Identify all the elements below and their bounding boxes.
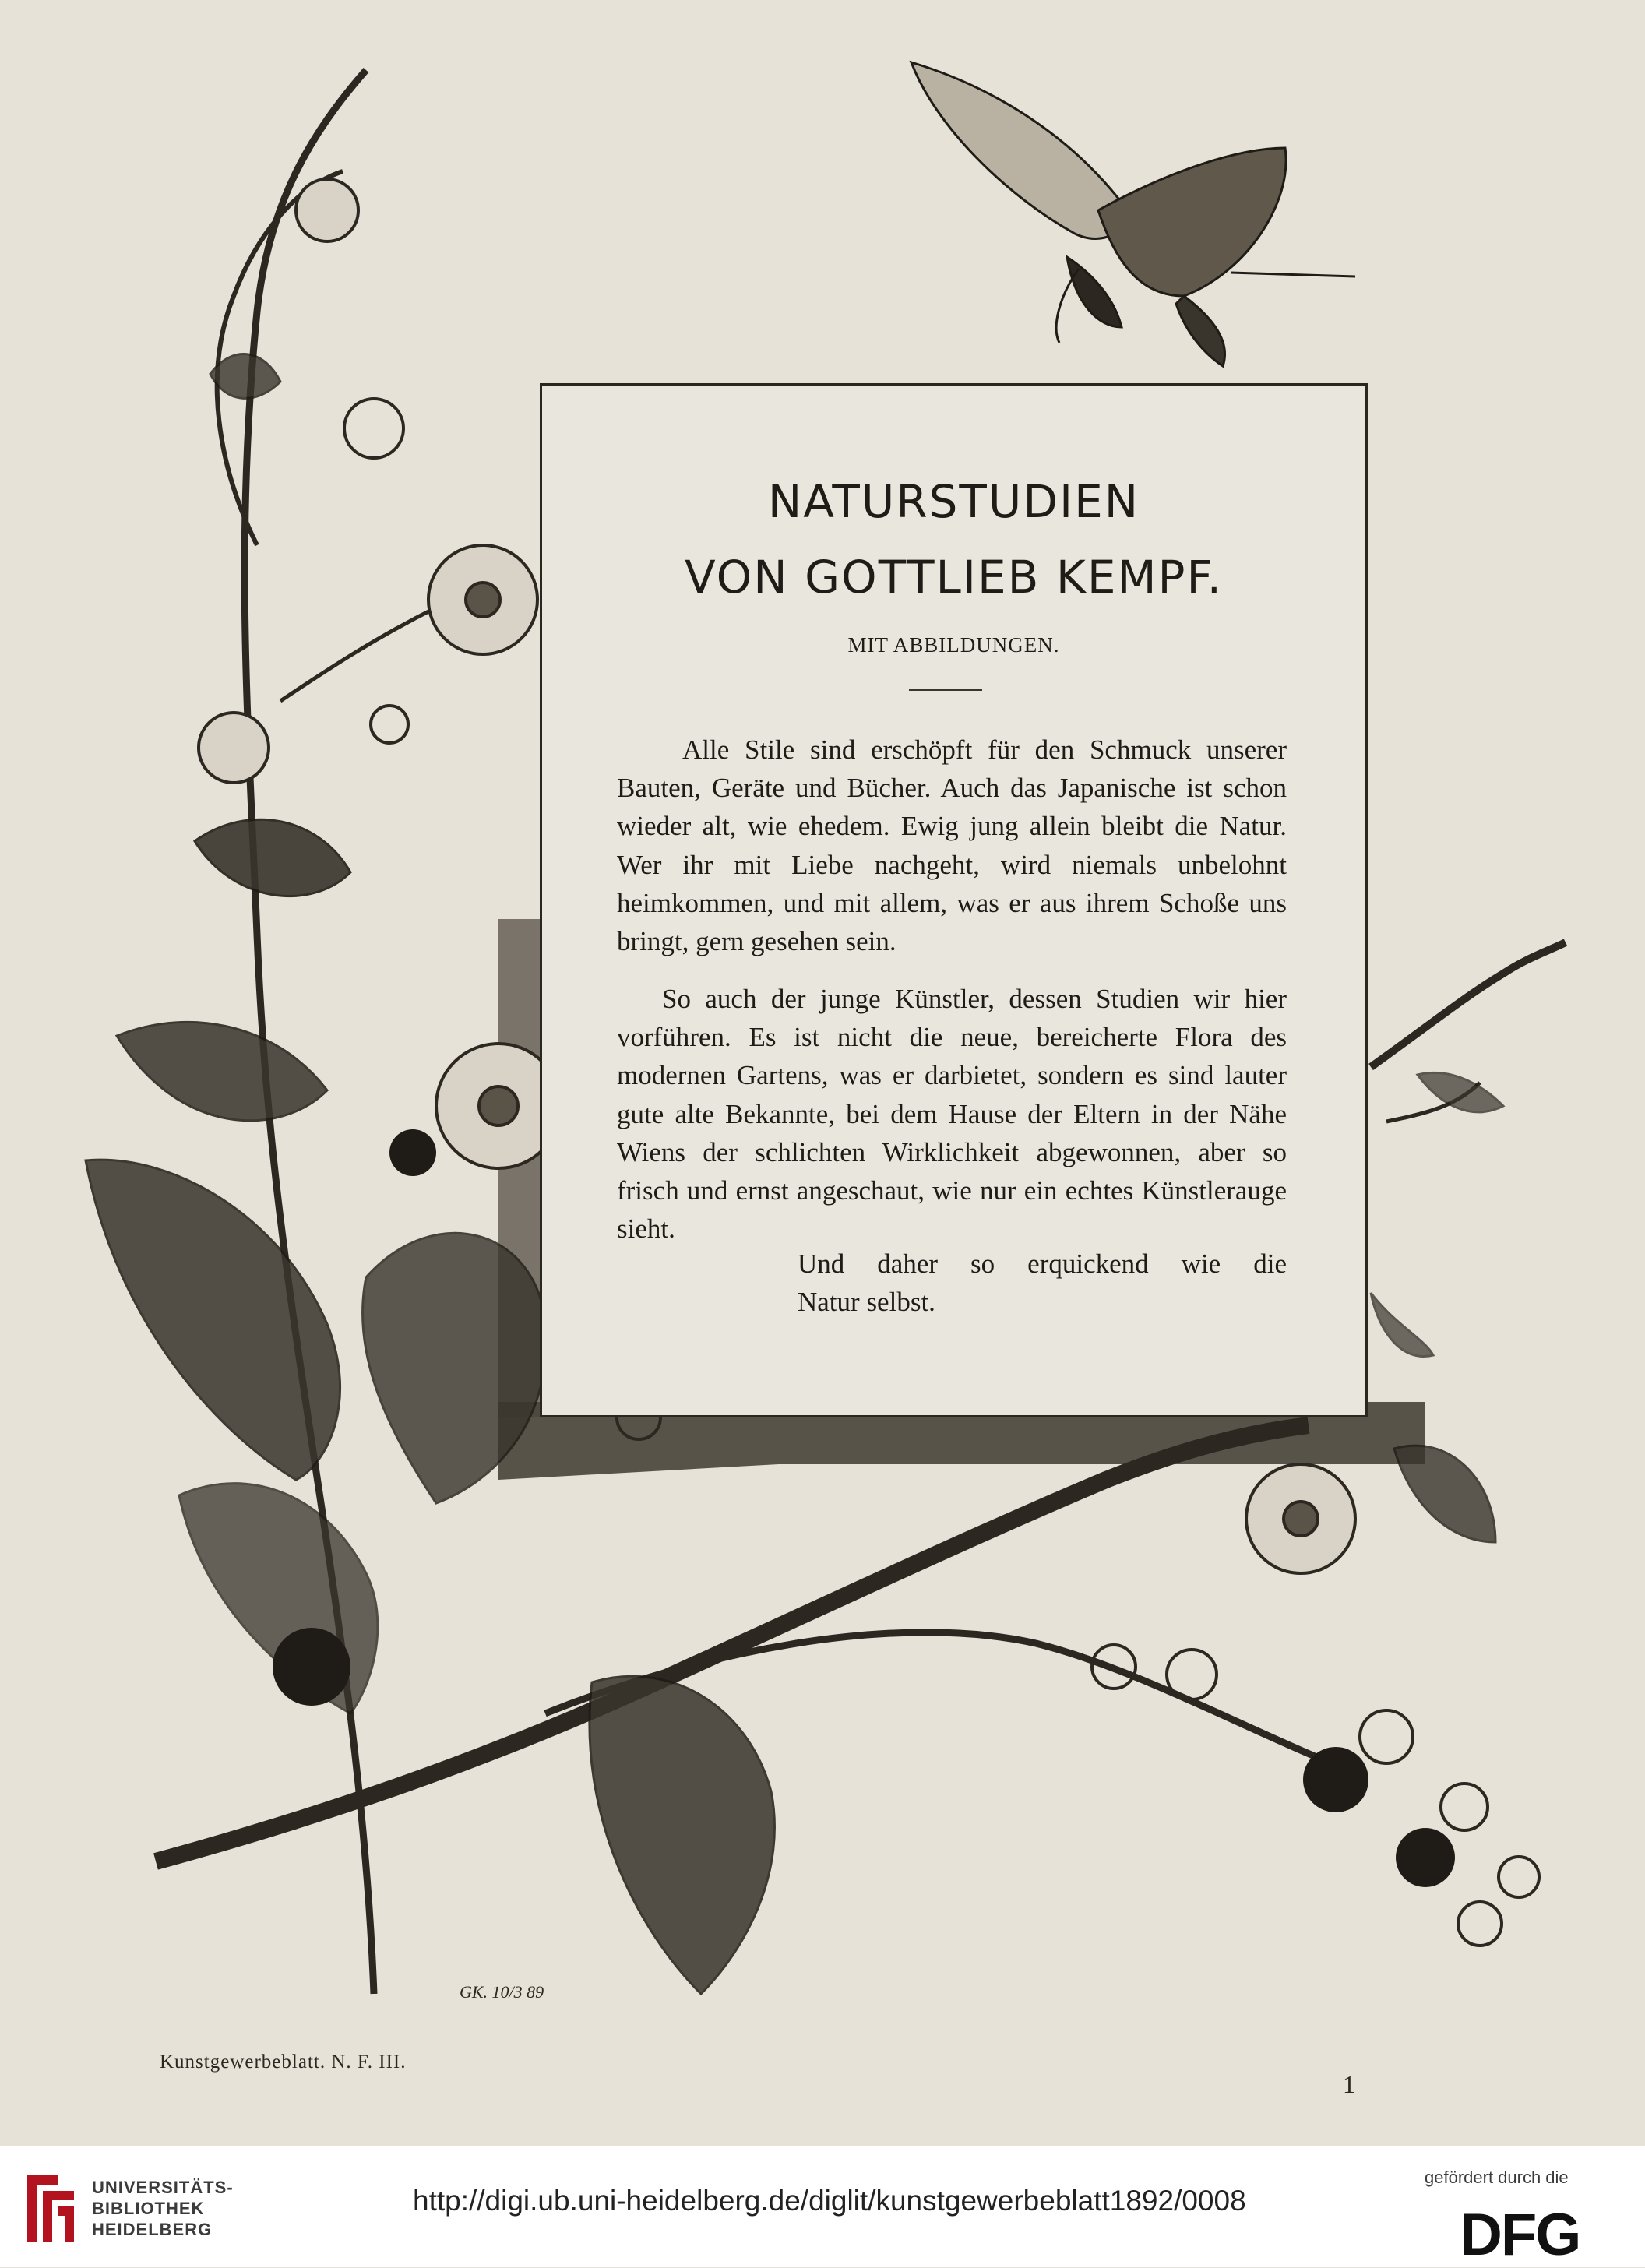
unripe-berry <box>1499 1857 1539 1897</box>
right-twig <box>1371 942 1566 1067</box>
blackberry <box>273 1628 350 1706</box>
unripe-berry <box>344 399 403 458</box>
unripe-berry <box>1360 1710 1413 1763</box>
flower-center <box>1284 1502 1318 1536</box>
heidelberg-library-logo-icon <box>19 2168 82 2250</box>
leaf <box>1371 1293 1433 1357</box>
publication-footer: Kunstgewerbeblatt. N. F. III. <box>160 2051 407 2073</box>
unripe-berry <box>371 706 408 743</box>
article-title-line2: VON GOTTLIEB KEMPF. <box>684 551 1224 604</box>
butterfly-wing-upper <box>911 62 1125 238</box>
title-divider <box>909 689 982 691</box>
blackberry <box>389 1129 436 1176</box>
library-name-line: BIBLIOTHEK <box>92 2199 205 2218</box>
butterfly-tail-2 <box>1231 273 1355 276</box>
flower-center <box>466 583 500 617</box>
leaf <box>1418 1072 1503 1111</box>
artist-signature: GK. 10/3 89 <box>460 1982 544 2002</box>
flower-center <box>479 1086 518 1125</box>
permalink-url[interactable]: http://digi.ub.uni-heidelberg.de/diglit/kunstgewerbeblatt1892/0008 <box>413 2185 1246 2217</box>
butterfly-body <box>1067 257 1122 327</box>
leaf <box>590 1676 775 1994</box>
unripe-berry <box>1167 1650 1217 1699</box>
page-number: 1 <box>1343 2070 1355 2098</box>
article-title-line1: NATURSTUDIEN <box>767 475 1140 528</box>
dfg-logo: DFG <box>1460 2202 1580 2268</box>
unripe-berry <box>1441 1784 1488 1830</box>
article-paragraph-3 <box>798 1245 1287 1321</box>
sponsor-label: gefördert durch die <box>1425 2168 1569 2187</box>
leaf <box>195 819 350 896</box>
leaf <box>1394 1446 1495 1542</box>
library-name-line: HEIDELBERG <box>92 2220 213 2239</box>
article-paragraph-3-line1: Und daher so erquickend wie die <box>798 1248 1287 1279</box>
left-flower-stem <box>280 608 436 701</box>
leaf <box>86 1160 340 1480</box>
flower <box>199 713 269 783</box>
unripe-berry <box>1458 1902 1502 1946</box>
butterfly-tail <box>1176 296 1225 366</box>
article-paragraph-2: So auch der junge Künstler, dessen Studien wir hier vorführen. Es ist nicht die neue, bereicherte Flora des modernen Gartens, was er darbietet, sondern es sind lauter gute alte Bekannte, bei dem Hause der Eltern in der Nähe Wiens der schlichten Wirklichkeit abgewonnen, aber so frisch und ernst angeschaut, wie nur ein echtes Künstlerauge sieht. <box>617 984 1287 1245</box>
leaf <box>117 1022 327 1120</box>
library-bottom-bar <box>0 2146 1645 2267</box>
article-subtitle: MIT ABBILDUNGEN. <box>847 633 1060 657</box>
library-name <box>92 2177 234 2240</box>
leaf <box>210 354 280 399</box>
butterfly <box>911 62 1355 366</box>
blackberry <box>1396 1828 1455 1887</box>
blackberry <box>1303 1747 1368 1812</box>
article-paragraph-3-line2: Natur selbst. <box>798 1287 935 1318</box>
flower <box>296 179 358 241</box>
article-text-box <box>540 383 1368 1418</box>
article-paragraph-1: Alle Stile sind erschöpft für den Schmuck unserer Bauten, Geräte und Bücher. Auch das Japanische ist schon wieder alt, wie ehedem. Ewig jung allein bleibt die Natur. Wer ihr mit Liebe nachgeht, wird niemals unbelohnt heimkommen, und mit allem, was er aus ihrem Schoße uns bringt, gern gesehen sein. <box>617 734 1287 957</box>
library-name-line: UNIVERSITÄTS- <box>92 2178 234 2197</box>
